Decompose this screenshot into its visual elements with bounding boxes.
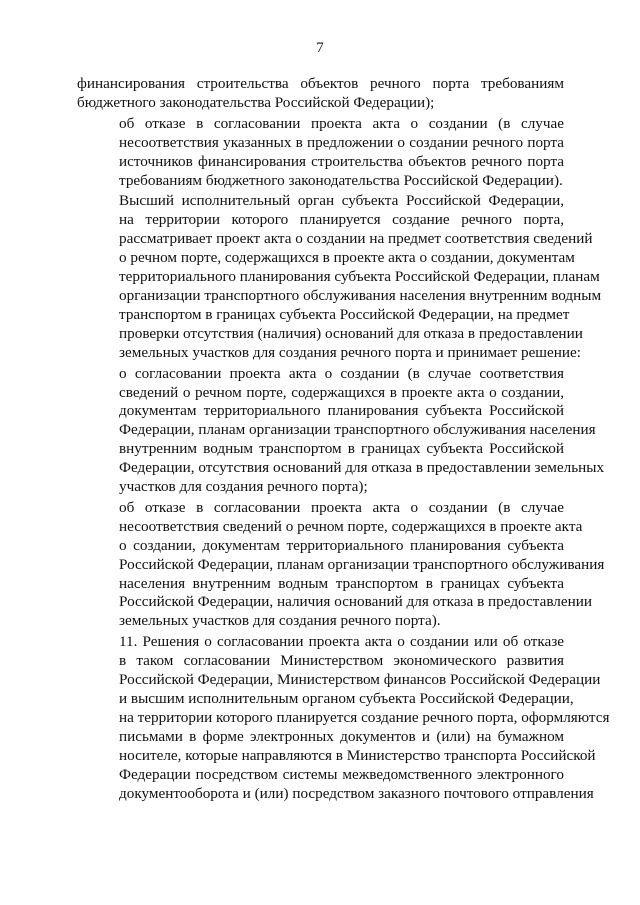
text-line: земельных участков для создания речного порта). xyxy=(119,612,441,630)
text-line: письмами в форме электронных документов и (или) на бумажном xyxy=(119,727,564,745)
document-body xyxy=(77,75,610,803)
text-line: носителе, которые направляются в Министерство транспорта Российской xyxy=(119,746,596,764)
text-line: документооборота и (или) посредством заказного почтового отправления xyxy=(119,784,594,802)
text-line: Российской Федерации, планам организации транспортного обслуживания xyxy=(119,555,605,573)
text-line: и высшим исполнительным органом субъекта Российской Федерации, xyxy=(119,690,574,707)
text-line: участков для создания речного порта); xyxy=(119,478,368,496)
text-line: об отказе в согласовании проекта акта о создании (в случае xyxy=(119,498,564,516)
text-line: финансирования строительства объектов речного порта требованиям xyxy=(77,75,564,92)
text-line: Высший исполнительный орган субъекта Российской Федерации, xyxy=(119,192,564,210)
text-line: в таком согласовании Министерством экономического развития xyxy=(119,652,564,670)
page-number: 7 xyxy=(316,40,324,56)
text-line: о речном порте, содержащихся в проекте акта о создании, документам xyxy=(119,249,575,267)
text-line: Федерации посредством системы межведомственного электронного xyxy=(119,765,564,783)
text-line: о создании, документам территориального планирования субъекта xyxy=(119,536,564,554)
text-line: внутренним водным транспортом в границах субъекта Российской xyxy=(119,440,564,458)
text-line: Российской Федерации, Министерством финансов Российской Федерации xyxy=(119,671,601,689)
paragraph xyxy=(77,115,564,191)
text-line: несоответствия сведений о речном порте, содержащихся в проекте акта xyxy=(119,517,583,535)
paragraph xyxy=(77,75,564,113)
text-line: территориального планирования субъекта Российской Федерации, планам xyxy=(119,268,600,286)
text-line: о согласовании проекта акта о создании (в случае соответствия xyxy=(119,364,564,382)
text-line: транспортом в границах субъекта Российской Федерации, на предмет xyxy=(119,305,570,323)
text-line: источников финансирования строительства объектов речного порта xyxy=(119,152,564,170)
text-line: 11. Решения о согласовании проекта акта о создании или об отказе xyxy=(119,633,564,651)
text-line: на территории которого планируется создание речного порта, оформляются xyxy=(119,708,610,726)
text-line: рассматривает проект акта о создании на предмет соответствия сведений xyxy=(119,230,593,248)
text-line: документам территориального планирования субъекта Российской xyxy=(119,402,564,420)
text-line: организации транспортного обслуживания населения внутренним водным xyxy=(119,286,602,304)
paragraph xyxy=(77,192,602,362)
text-line: Федерации, планам организации транспортного обслуживания населения xyxy=(119,421,596,439)
paragraph xyxy=(77,633,610,803)
text-line: Российской Федерации, наличия оснований для отказа в предоставлении xyxy=(119,593,592,611)
text-line: Федерации, отсутствия оснований для отказа в предоставлении земельных xyxy=(119,459,605,477)
text-line: проверки отсутствия (наличия) оснований для отказа в предоставлении xyxy=(119,324,583,342)
paragraph xyxy=(77,364,605,497)
text-line: населения внутренним водным транспортом в границах субъекта xyxy=(119,574,564,592)
paragraph xyxy=(77,498,605,631)
text-line: земельных участков для создания речного порта и принимает решение: xyxy=(119,343,581,361)
text-line: на территории которого планируется создание речного порта, xyxy=(119,211,564,229)
text-line: требованиям бюджетного законодательства Российской Федерации). xyxy=(119,171,563,189)
text-line: сведений о речном порте, содержащихся в проекте акта о создании, xyxy=(119,383,564,401)
text-line: бюджетного законодательства Российской Федерации); xyxy=(77,93,435,111)
text-line: несоответствия указанных в предложении о создании речного порта xyxy=(119,133,564,151)
text-line: об отказе в согласовании проекта акта о создании (в случае xyxy=(119,114,564,132)
